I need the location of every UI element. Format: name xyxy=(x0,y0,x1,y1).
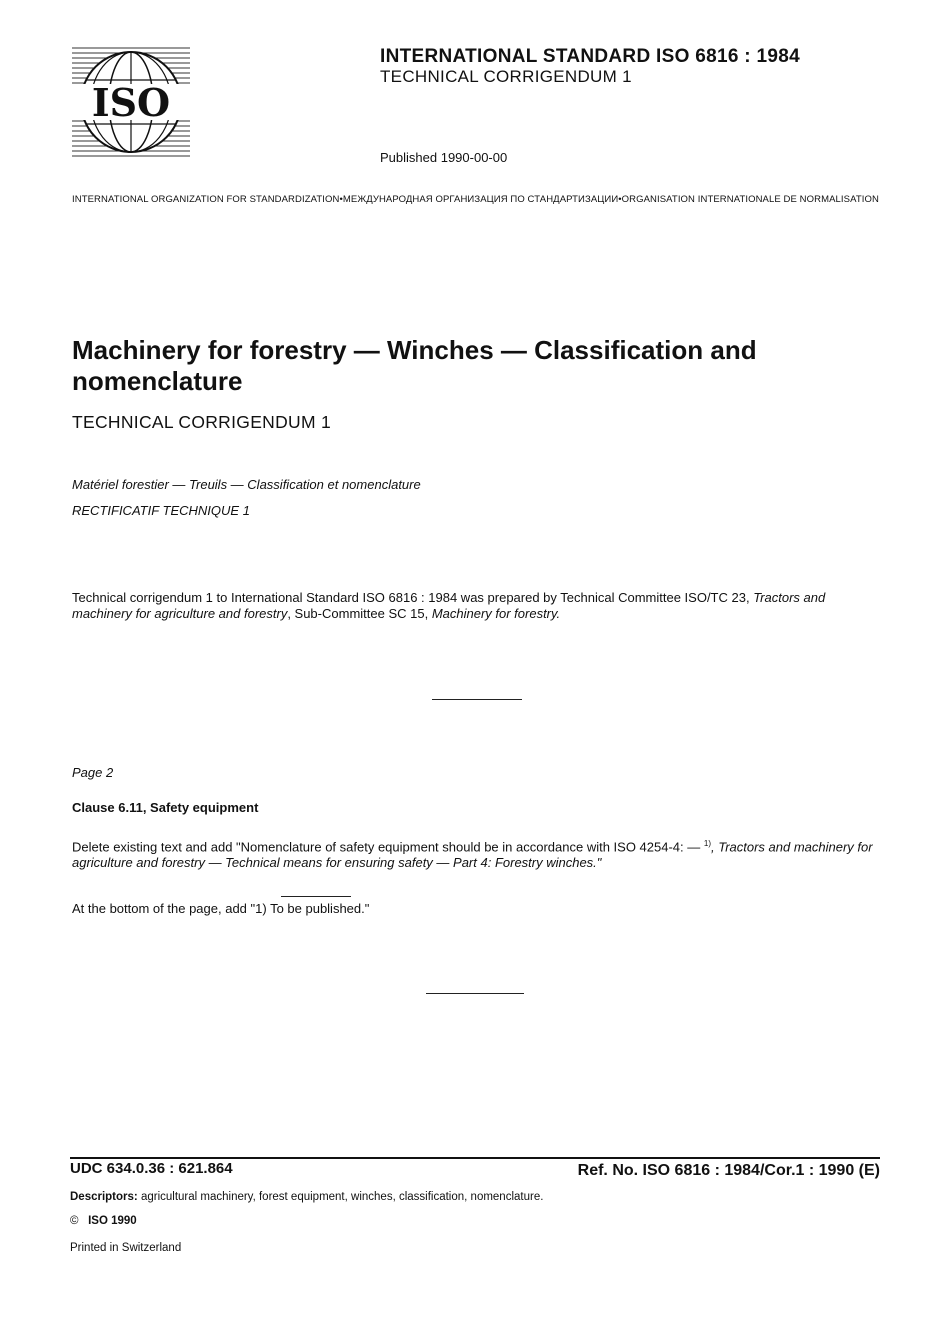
intro-text-3: , Sub-Committee SC 15, xyxy=(287,606,432,621)
reference-number: Ref. No. ISO 6816 : 1984/Cor.1 : 1990 (E) xyxy=(577,1162,880,1179)
delete-instruction xyxy=(72,836,884,871)
intro-paragraph xyxy=(72,590,884,622)
delete-text-2: , Tractors and machinery for agriculture and forestry — Technical means for ensuring safety — Part 4: Forestry winches." xyxy=(72,839,873,871)
separator-rule xyxy=(432,699,522,700)
iso-globe-logo-icon xyxy=(72,44,190,160)
descriptors-label: Descriptors: xyxy=(70,1191,138,1203)
document-title: Machinery for forestry — Winches — Classification and nomenclature xyxy=(72,335,757,396)
document-subtitle: TECHNICAL CORRIGENDUM 1 xyxy=(72,412,332,432)
copyright-icon: © xyxy=(70,1215,79,1227)
printed-in: Printed in Switzerland xyxy=(70,1242,182,1254)
delete-text-1: Delete existing text and add "Nomenclature of safety equipment should be in accordance with ISO 4254-4: — xyxy=(72,839,704,855)
footer-rule xyxy=(70,1157,880,1159)
standard-subtitle: TECHNICAL CORRIGENDUM 1 xyxy=(380,67,632,86)
standard-title: INTERNATIONAL STANDARD ISO 6816 : 1984 xyxy=(380,46,800,67)
intro-text-1: Technical corrigendum 1 to International Standard ISO 6816 : 1984 was prepared by Technical Committee ISO/TC 23, xyxy=(72,590,754,605)
logo-text: ISO xyxy=(91,80,171,125)
separator-rule xyxy=(426,993,524,994)
organization-line: INTERNATIONAL ORGANIZATION FOR STANDARDIZATION•МЕЖДУНАРОДНАЯ ОРГАНИЗАЦИЯ ПО СТАНДАРТИЗАЦИИ•ORGANISATION INTERNATIONALE DE NORMALISATION xyxy=(72,194,879,205)
udc-number: UDC 634.0.36 : 621.864 xyxy=(70,1160,233,1177)
intro-committee-name: Tractors and machinery for agriculture and forestry xyxy=(72,590,826,621)
intro-subcommittee-name: Machinery for forestry. xyxy=(431,606,561,621)
page-reference: Page 2 xyxy=(72,765,114,780)
french-subtitle: RECTIFICATIF TECHNIQUE 1 xyxy=(72,503,250,518)
footnote-marker: 1) xyxy=(703,839,711,848)
descriptors-list: agricultural machinery, forest equipment, winches, classification, nomenclature. xyxy=(137,1191,544,1203)
footnote-rule xyxy=(281,896,351,897)
copyright-text: ISO 1990 xyxy=(88,1215,137,1227)
published-date: Published 1990-00-00 xyxy=(380,150,508,165)
copyright xyxy=(70,1215,137,1227)
french-title: Matériel forestier — Treuils — Classification et nomenclature xyxy=(72,477,421,492)
clause-heading: Clause 6.11, Safety equipment xyxy=(72,800,259,815)
bottom-instruction: At the bottom of the page, add "1) To be published." xyxy=(72,901,370,916)
descriptors xyxy=(70,1191,543,1203)
